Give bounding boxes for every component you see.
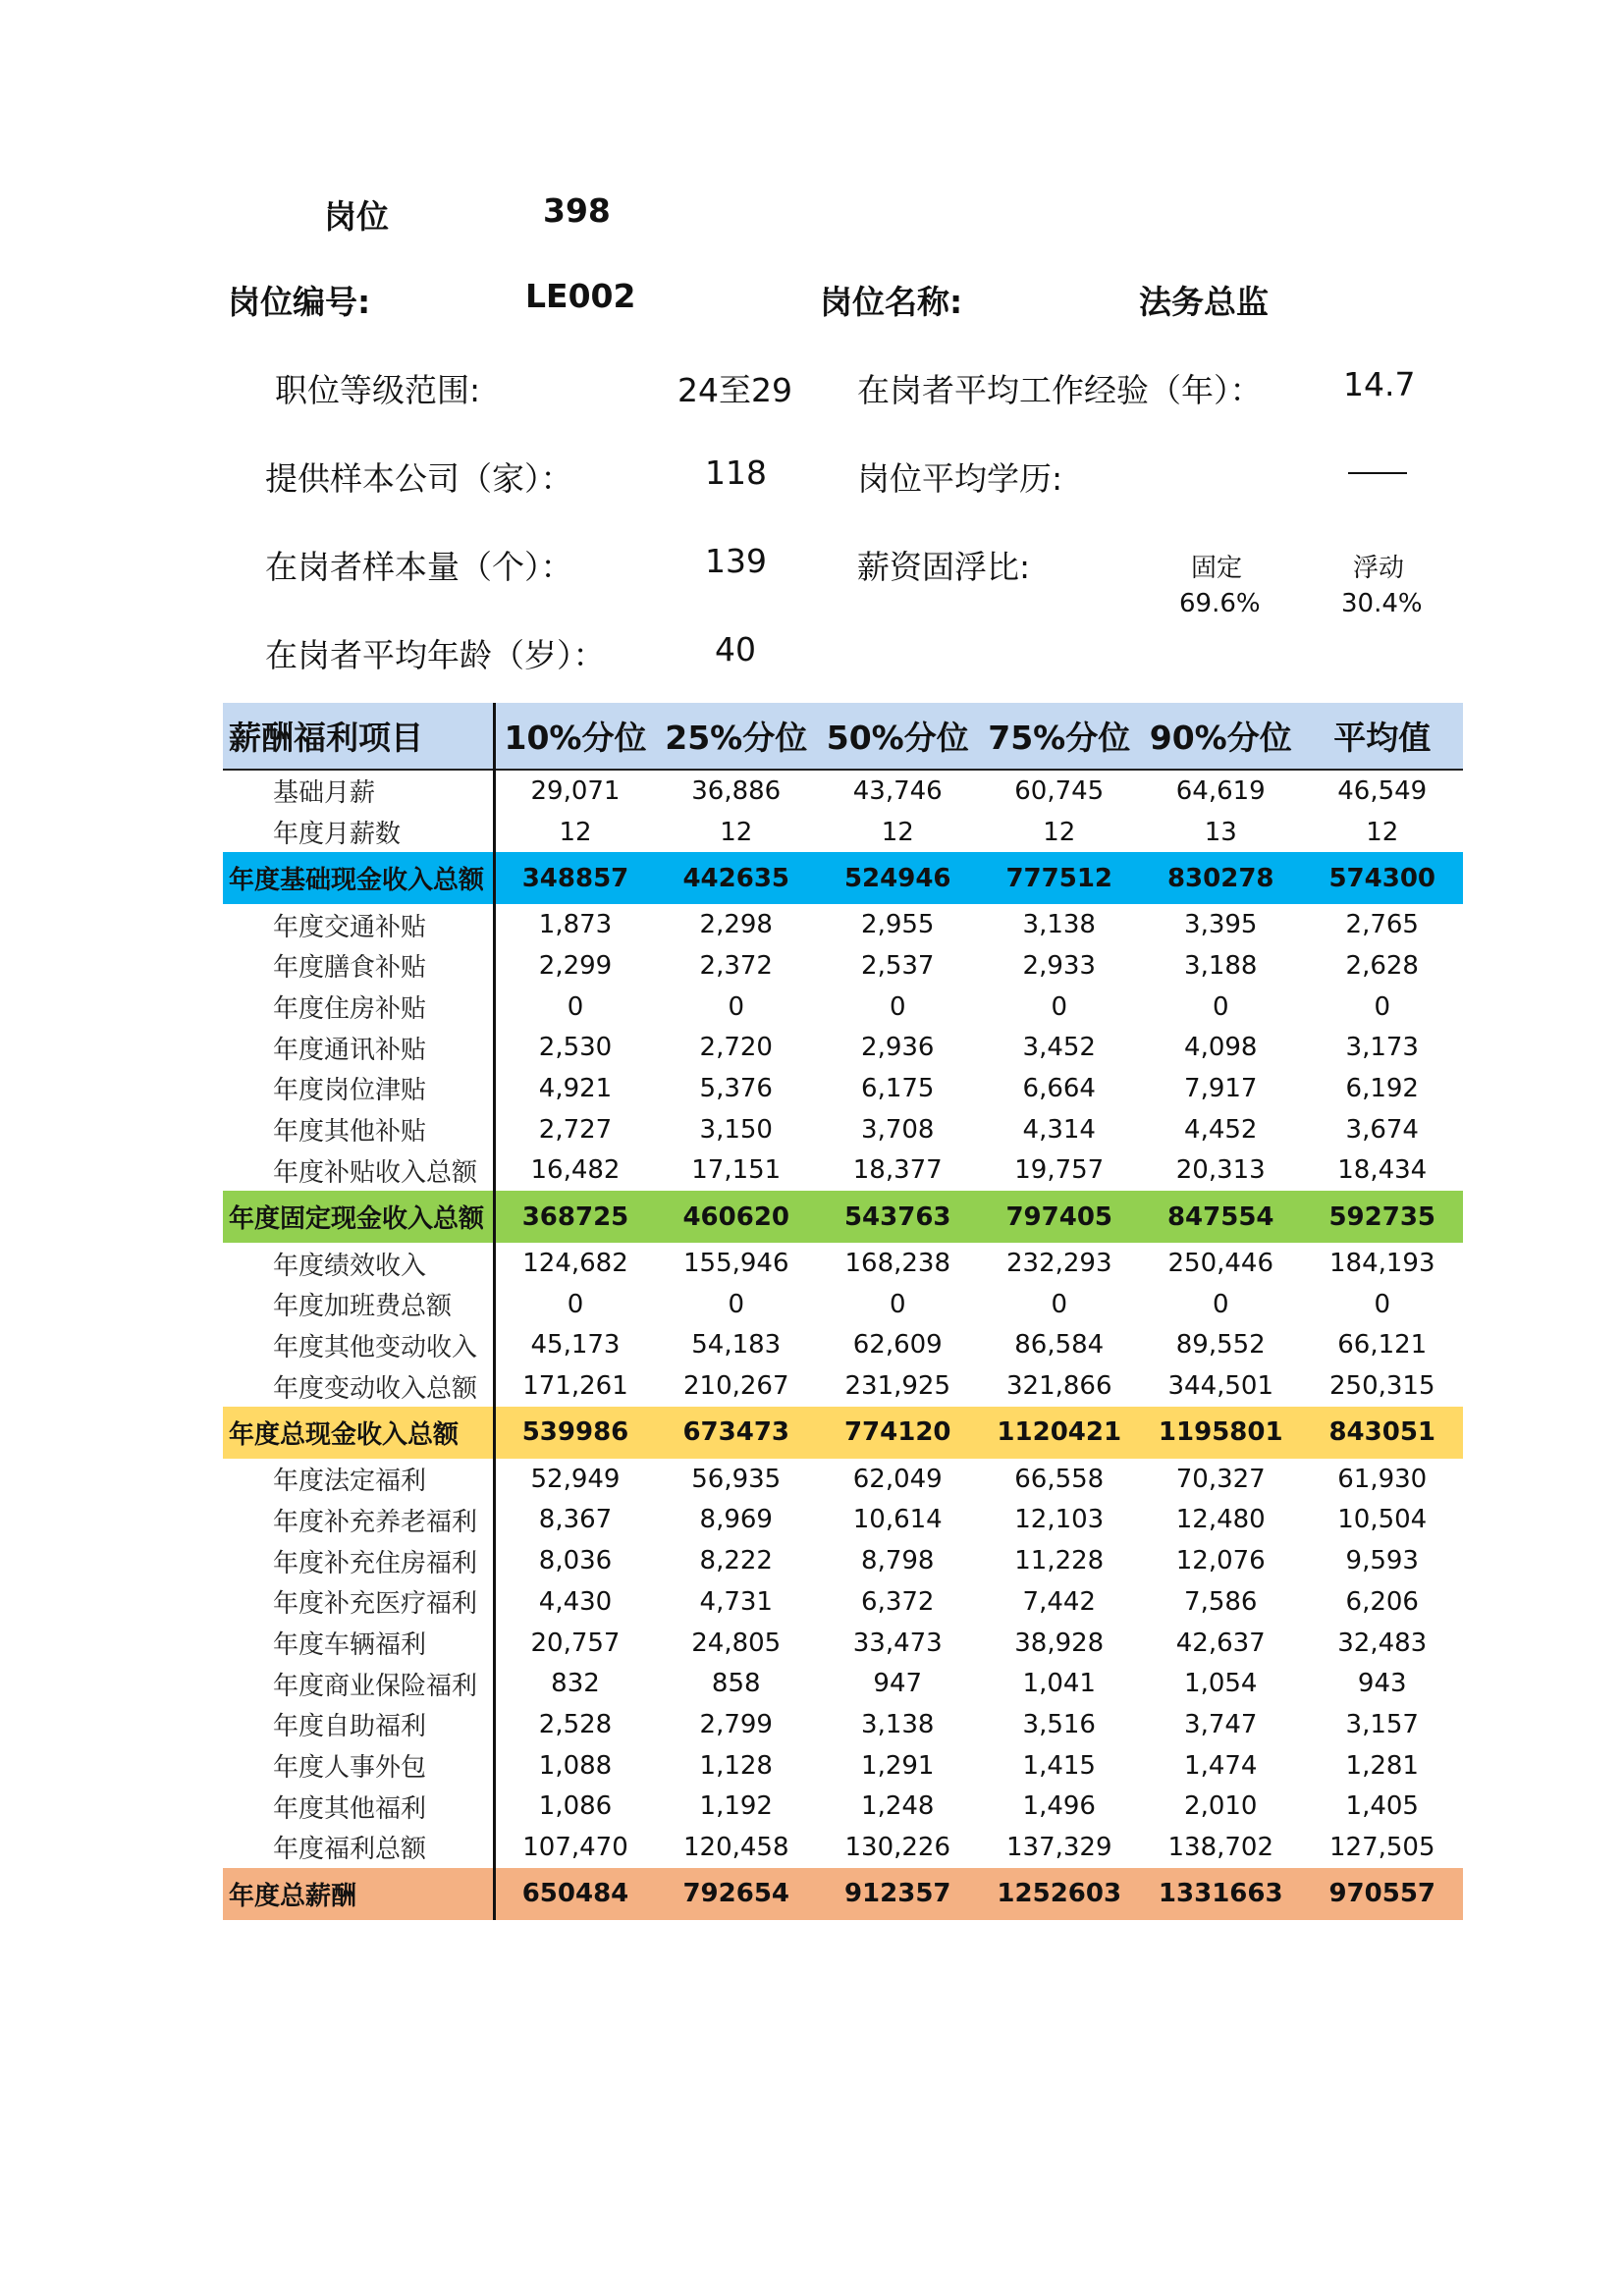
row-label: 年度交通补贴 — [223, 904, 494, 945]
table-row — [223, 1243, 1463, 1284]
cell-value: 0 — [1051, 991, 1068, 1022]
cell-value: 20,313 — [1175, 1155, 1266, 1186]
cell-value: 9,593 — [1345, 1546, 1419, 1576]
cell-value: 1195801 — [1140, 1407, 1302, 1459]
row-label: 年度固定现金收入总额 — [223, 1191, 494, 1243]
cell-value: 7,442 — [1022, 1586, 1096, 1617]
cell-value: 56,935 — [691, 1464, 782, 1494]
row-label: 年度补充养老福利 — [223, 1500, 494, 1541]
cell-value: 0 — [1212, 991, 1229, 1022]
column-header-p25: 25%分位 — [656, 703, 818, 770]
row-label: 年度法定福利 — [223, 1459, 494, 1500]
cell-value: 1,248 — [861, 1791, 935, 1822]
cell-value: 12 — [559, 817, 592, 847]
column-header-p90: 90%分位 — [1140, 703, 1302, 770]
cell-value: 16,482 — [530, 1155, 621, 1186]
row-label: 年度其他补贴 — [223, 1109, 494, 1150]
cell-value: 54,183 — [691, 1330, 782, 1361]
cell-value: 42,637 — [1175, 1628, 1266, 1658]
cell-value: 4,731 — [699, 1586, 773, 1617]
cell-value: 792654 — [656, 1868, 818, 1920]
table-total-row — [223, 1407, 1463, 1459]
cell-value: 120,458 — [682, 1832, 789, 1862]
row-label: 年度变动收入总额 — [223, 1365, 494, 1407]
cell-value: 6,372 — [861, 1586, 935, 1617]
cell-value: 1252603 — [979, 1868, 1141, 1920]
experience-value: 14.7 — [1343, 365, 1416, 403]
cell-value: 43,746 — [852, 775, 943, 806]
table-total-row — [223, 1868, 1463, 1920]
cell-value: 2,528 — [538, 1709, 613, 1739]
table-row — [223, 1663, 1463, 1704]
cell-value: 6,206 — [1345, 1586, 1419, 1617]
cell-value: 231,925 — [844, 1371, 951, 1402]
cell-value: 3,150 — [699, 1114, 773, 1145]
cell-value: 1,474 — [1184, 1750, 1258, 1781]
cell-value: 1,054 — [1184, 1669, 1258, 1699]
row-label: 年度住房补贴 — [223, 987, 494, 1028]
cell-value: 6,175 — [861, 1073, 935, 1103]
experience-label: 在岗者平均工作经验（年）： — [857, 371, 1263, 409]
cell-value: 6,664 — [1022, 1073, 1096, 1103]
table-row — [223, 1745, 1463, 1787]
cell-value: 2,299 — [538, 950, 613, 981]
cell-value: 774120 — [817, 1407, 979, 1459]
cell-value: 4,452 — [1184, 1114, 1258, 1145]
cell-value: 2,537 — [861, 950, 935, 981]
cell-value: 1,281 — [1345, 1750, 1419, 1781]
cell-value: 2,936 — [861, 1033, 935, 1063]
cell-value: 155,946 — [682, 1249, 789, 1279]
grade-range-label: 职位等级范围: — [275, 371, 481, 409]
cell-value: 3,395 — [1184, 910, 1258, 940]
cell-value: 12 — [720, 817, 753, 847]
fixed-label: 固定 — [1191, 554, 1243, 583]
average-age-value: 40 — [715, 630, 756, 668]
table-row — [223, 1325, 1463, 1366]
cell-value: 10,504 — [1337, 1505, 1428, 1535]
table-row — [223, 1704, 1463, 1745]
table-row — [223, 812, 1463, 853]
row-label: 年度膳食补贴 — [223, 945, 494, 987]
cell-value: 89,552 — [1175, 1330, 1266, 1361]
row-label: 年度人事外包 — [223, 1745, 494, 1787]
cell-value: 3,157 — [1345, 1709, 1419, 1739]
cell-value: 0 — [567, 991, 584, 1022]
table-row — [223, 770, 1463, 812]
cell-value: 19,757 — [1014, 1155, 1105, 1186]
cell-value: 66,121 — [1337, 1330, 1428, 1361]
cell-value: 368725 — [494, 1191, 656, 1243]
row-label: 年度加班费总额 — [223, 1284, 494, 1325]
grade-range-value: 24至29 — [677, 371, 792, 409]
cell-value: 33,473 — [852, 1628, 943, 1658]
cell-value: 830278 — [1140, 852, 1302, 904]
cell-value: 321,866 — [1005, 1371, 1112, 1402]
table-row — [223, 1027, 1463, 1068]
position-code-value: LE002 — [525, 277, 636, 315]
cell-value: 1,192 — [699, 1791, 773, 1822]
cell-value: 1,873 — [538, 910, 613, 940]
row-label: 年度补充医疗福利 — [223, 1581, 494, 1623]
row-label: 年度岗位津贴 — [223, 1068, 494, 1109]
cell-value: 832 — [551, 1669, 600, 1699]
fixed-float-ratio-label: 薪资固浮比: — [857, 548, 1031, 586]
cell-value: 543763 — [817, 1191, 979, 1243]
cell-value: 18,434 — [1337, 1155, 1428, 1186]
row-label: 年度商业保险福利 — [223, 1663, 494, 1704]
cell-value: 847554 — [1140, 1191, 1302, 1243]
cell-value: 7,586 — [1184, 1586, 1258, 1617]
row-label: 年度总薪酬 — [223, 1868, 494, 1920]
cell-value: 1,291 — [861, 1750, 935, 1781]
cell-value: 2,010 — [1184, 1791, 1258, 1822]
column-header-p10: 10%分位 — [494, 703, 656, 770]
row-label: 年度月薪数 — [223, 812, 494, 853]
cell-value: 12,103 — [1014, 1505, 1105, 1535]
cell-value: 2,933 — [1022, 950, 1096, 981]
cell-value: 3,747 — [1184, 1709, 1258, 1739]
cell-value: 8,036 — [538, 1546, 613, 1576]
cell-value: 3,173 — [1345, 1033, 1419, 1063]
cell-value: 3,138 — [861, 1709, 935, 1739]
position-name-label: 岗位名称: — [820, 283, 963, 321]
cell-value: 2,372 — [699, 950, 773, 981]
table-row — [223, 1109, 1463, 1150]
cell-value: 12,480 — [1175, 1505, 1266, 1535]
cell-value: 38,928 — [1014, 1628, 1105, 1658]
row-label: 年度车辆福利 — [223, 1623, 494, 1664]
row-label: 年度其他福利 — [223, 1786, 494, 1827]
cell-value: 0 — [1212, 1289, 1229, 1319]
cell-value: 947 — [873, 1669, 923, 1699]
cell-value: 250,446 — [1167, 1249, 1274, 1279]
cell-value: 348857 — [494, 852, 656, 904]
cell-value: 650484 — [494, 1868, 656, 1920]
cell-value: 1,041 — [1022, 1669, 1096, 1699]
sample-companies-value: 118 — [705, 454, 767, 492]
cell-value: 45,173 — [530, 1330, 621, 1361]
cell-value: 4,314 — [1022, 1114, 1096, 1145]
cell-value: 5,376 — [699, 1073, 773, 1103]
cell-value: 460620 — [656, 1191, 818, 1243]
cell-value: 858 — [711, 1669, 761, 1699]
cell-value: 7,917 — [1184, 1073, 1258, 1103]
cell-value: 6,192 — [1345, 1073, 1419, 1103]
cell-value: 62,049 — [852, 1464, 943, 1494]
cell-value: 12,076 — [1175, 1546, 1266, 1576]
cell-value: 2,727 — [538, 1114, 613, 1145]
cell-value: 66,558 — [1014, 1464, 1105, 1494]
cell-value: 943 — [1357, 1669, 1407, 1699]
row-label: 年度福利总额 — [223, 1827, 494, 1868]
cell-value: 0 — [889, 991, 906, 1022]
cell-value: 17,151 — [691, 1155, 782, 1186]
cell-value: 8,222 — [699, 1546, 773, 1576]
cell-value: 60,745 — [1014, 775, 1105, 806]
education-label: 岗位平均学历: — [857, 459, 1063, 498]
row-label: 年度基础现金收入总额 — [223, 852, 494, 904]
table-row — [223, 945, 1463, 987]
row-label: 年度补充住房福利 — [223, 1540, 494, 1581]
row-label: 年度补贴收入总额 — [223, 1150, 494, 1192]
cell-value: 10,614 — [852, 1505, 943, 1535]
table-row — [223, 904, 1463, 945]
cell-value: 210,267 — [682, 1371, 789, 1402]
cell-value: 184,193 — [1328, 1249, 1435, 1279]
title-label: 岗位 — [324, 197, 389, 236]
cell-value: 3,138 — [1022, 910, 1096, 940]
cell-value: 130,226 — [844, 1832, 951, 1862]
cell-value: 1,415 — [1022, 1750, 1096, 1781]
cell-value: 2,530 — [538, 1033, 613, 1063]
table-row — [223, 1365, 1463, 1407]
cell-value: 1,496 — [1022, 1791, 1096, 1822]
row-label: 年度通讯补贴 — [223, 1027, 494, 1068]
cell-value: 137,329 — [1005, 1832, 1112, 1862]
cell-value: 0 — [728, 991, 745, 1022]
cell-value: 3,674 — [1345, 1114, 1419, 1145]
position-code-label: 岗位编号: — [228, 283, 371, 321]
float-value: 30.4% — [1341, 589, 1423, 618]
cell-value: 127,505 — [1328, 1832, 1435, 1862]
table-total-row — [223, 852, 1463, 904]
cell-value: 168,238 — [844, 1249, 951, 1279]
position-name-value: 法务总监 — [1139, 283, 1269, 321]
row-label: 年度绩效收入 — [223, 1243, 494, 1284]
row-label: 基础月薪 — [223, 770, 494, 812]
table-row — [223, 1581, 1463, 1623]
cell-value: 107,470 — [522, 1832, 628, 1862]
cell-value: 138,702 — [1167, 1832, 1274, 1862]
table-header-row — [223, 703, 1463, 770]
cell-value: 0 — [1374, 991, 1391, 1022]
cell-value: 843051 — [1302, 1407, 1464, 1459]
cell-value: 0 — [567, 1289, 584, 1319]
cell-value: 1,405 — [1345, 1791, 1419, 1822]
cell-value: 1120421 — [979, 1407, 1141, 1459]
sample-size-value: 139 — [705, 542, 767, 580]
cell-value: 124,682 — [522, 1249, 628, 1279]
cell-value: 1,086 — [538, 1791, 613, 1822]
cell-value: 2,955 — [861, 910, 935, 940]
cell-value: 673473 — [656, 1407, 818, 1459]
cell-value: 592735 — [1302, 1191, 1464, 1243]
cell-value: 64,619 — [1175, 775, 1266, 806]
cell-value: 0 — [1051, 1289, 1068, 1319]
cell-value: 29,071 — [530, 775, 621, 806]
cell-value: 0 — [728, 1289, 745, 1319]
cell-value: 24,805 — [691, 1628, 782, 1658]
title-value: 398 — [543, 191, 611, 230]
row-label: 年度其他变动收入 — [223, 1325, 494, 1366]
table-row — [223, 1500, 1463, 1541]
cell-value: 797405 — [979, 1191, 1141, 1243]
cell-value: 61,930 — [1337, 1464, 1428, 1494]
cell-value: 46,549 — [1337, 775, 1428, 806]
cell-value: 539986 — [494, 1407, 656, 1459]
fixed-value: 69.6% — [1179, 589, 1261, 618]
column-header-average: 平均值 — [1302, 703, 1464, 770]
cell-value: 3,452 — [1022, 1033, 1096, 1063]
cell-value: 8,798 — [861, 1546, 935, 1576]
cell-value: 2,765 — [1345, 910, 1419, 940]
table-row — [223, 1786, 1463, 1827]
cell-value: 4,098 — [1184, 1033, 1258, 1063]
cell-value: 1,128 — [699, 1750, 773, 1781]
cell-value: 36,886 — [691, 775, 782, 806]
cell-value: 3,188 — [1184, 950, 1258, 981]
sample-companies-label: 提供样本公司（家）： — [265, 459, 573, 498]
sample-size-label: 在岗者样本量（个）： — [265, 548, 573, 586]
cell-value: 11,228 — [1014, 1546, 1105, 1576]
table-row — [223, 1284, 1463, 1325]
cell-value: 52,949 — [530, 1464, 621, 1494]
cell-value: 1331663 — [1140, 1868, 1302, 1920]
cell-value: 4,921 — [538, 1073, 613, 1103]
cell-value: 20,757 — [530, 1628, 621, 1658]
table-row — [223, 1540, 1463, 1581]
cell-value: 12 — [1043, 817, 1076, 847]
cell-value: 777512 — [979, 852, 1141, 904]
cell-value: 171,261 — [522, 1371, 628, 1402]
cell-value: 86,584 — [1014, 1330, 1105, 1361]
row-label: 年度总现金收入总额 — [223, 1407, 494, 1459]
cell-value: 3,708 — [861, 1114, 935, 1145]
row-label: 年度自助福利 — [223, 1704, 494, 1745]
education-dash — [1348, 472, 1407, 474]
compensation-table — [223, 703, 1463, 1920]
cell-value: 62,609 — [852, 1330, 943, 1361]
column-header-item: 薪酬福利项目 — [223, 703, 494, 770]
cell-value: 524946 — [817, 852, 979, 904]
cell-value: 8,367 — [538, 1505, 613, 1535]
cell-value: 3,516 — [1022, 1709, 1096, 1739]
cell-value: 18,377 — [852, 1155, 943, 1186]
column-header-p50: 50%分位 — [817, 703, 979, 770]
table-total-row — [223, 1191, 1463, 1243]
cell-value: 0 — [1374, 1289, 1391, 1319]
cell-value: 2,720 — [699, 1033, 773, 1063]
cell-value: 2,799 — [699, 1709, 773, 1739]
table-row — [223, 1150, 1463, 1192]
cell-value: 2,298 — [699, 910, 773, 940]
cell-value: 344,501 — [1167, 1371, 1274, 1402]
cell-value: 2,628 — [1345, 950, 1419, 981]
float-label: 浮动 — [1353, 554, 1405, 583]
table-row — [223, 987, 1463, 1028]
cell-value: 442635 — [656, 852, 818, 904]
cell-value: 574300 — [1302, 852, 1464, 904]
cell-value: 13 — [1204, 817, 1237, 847]
column-header-p75: 75%分位 — [979, 703, 1141, 770]
cell-value: 12 — [881, 817, 914, 847]
cell-value: 8,969 — [699, 1505, 773, 1535]
cell-value: 12 — [1366, 817, 1399, 847]
table-row — [223, 1068, 1463, 1109]
table-row — [223, 1827, 1463, 1868]
average-age-label: 在岗者平均年龄（岁）： — [265, 636, 606, 674]
cell-value: 912357 — [817, 1868, 979, 1920]
cell-value: 232,293 — [1005, 1249, 1112, 1279]
cell-value: 70,327 — [1175, 1464, 1266, 1494]
cell-value: 4,430 — [538, 1586, 613, 1617]
table-row — [223, 1459, 1463, 1500]
cell-value: 32,483 — [1337, 1628, 1428, 1658]
cell-value: 970557 — [1302, 1868, 1464, 1920]
cell-value: 250,315 — [1328, 1371, 1435, 1402]
table-row — [223, 1623, 1463, 1664]
cell-value: 0 — [889, 1289, 906, 1319]
cell-value: 1,088 — [538, 1750, 613, 1781]
